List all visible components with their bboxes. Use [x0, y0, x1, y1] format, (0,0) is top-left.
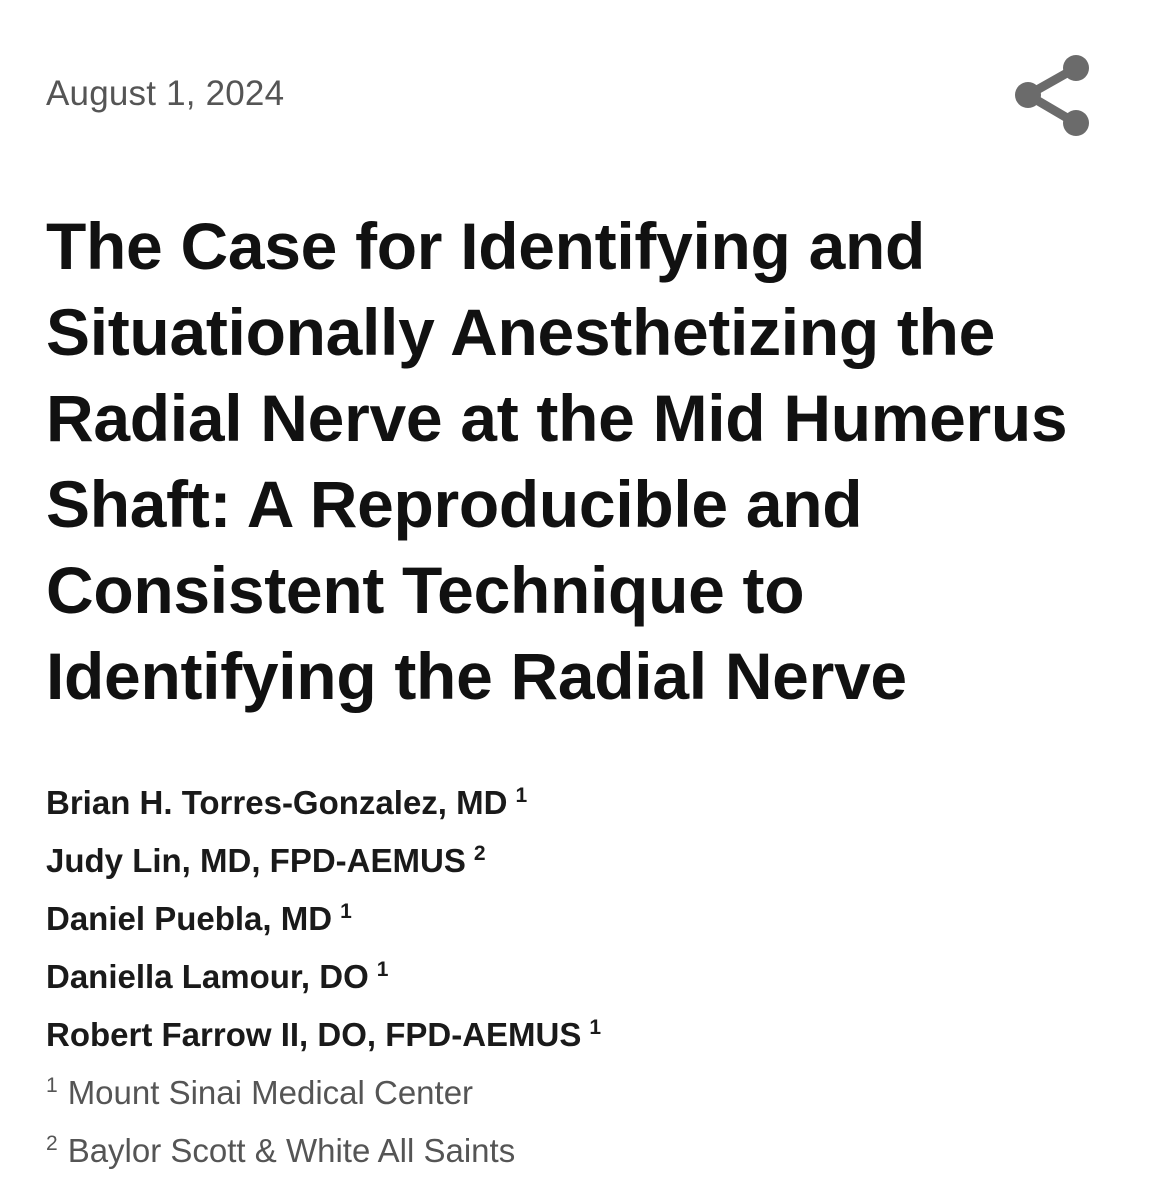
author-affiliation-marker: 2 — [473, 842, 486, 865]
author-name: Daniel Puebla, MD — [46, 900, 333, 937]
author-affiliation-marker: 1 — [376, 958, 389, 981]
article-title: The Case for Identifying and Situationally Anesthetizing the Radial Nerve at the Mid Humerus Shaft: A Reproducible and Consistent Technique to Identifying the Radial Nerve — [46, 209, 1068, 713]
author-item[interactable] — [46, 774, 1046, 832]
author-name: Daniella Lamour, DO — [46, 958, 369, 995]
author-name: Brian H. Torres-Gonzalez, MD — [46, 784, 508, 821]
author-affiliation-marker: 1 — [589, 1016, 602, 1039]
affiliation-name: Mount Sinai Medical Center — [67, 1074, 474, 1111]
author-item[interactable] — [46, 1006, 1046, 1064]
affiliation-item — [46, 1064, 1046, 1122]
author-name: Robert Farrow II, DO, FPD-AEMUS — [46, 1016, 582, 1053]
author-name: Judy Lin, MD, FPD-AEMUS — [46, 842, 466, 879]
author-list — [46, 774, 1046, 1180]
author-affiliation-marker: 1 — [340, 900, 352, 923]
affiliation-marker: 1 — [46, 1074, 58, 1097]
affiliation-marker: 2 — [46, 1132, 58, 1155]
affiliation-name: Baylor Scott & White All Saints — [67, 1132, 516, 1169]
author-item[interactable] — [46, 890, 1046, 948]
publication-date: August 1, 2024 — [46, 74, 285, 113]
author-item[interactable] — [46, 948, 1046, 1006]
author-item[interactable] — [46, 832, 1046, 890]
affiliation-item — [46, 1122, 1046, 1180]
share-icon — [1012, 52, 1094, 138]
share-button[interactable] — [1012, 52, 1094, 138]
author-affiliation-marker: 1 — [515, 784, 528, 807]
